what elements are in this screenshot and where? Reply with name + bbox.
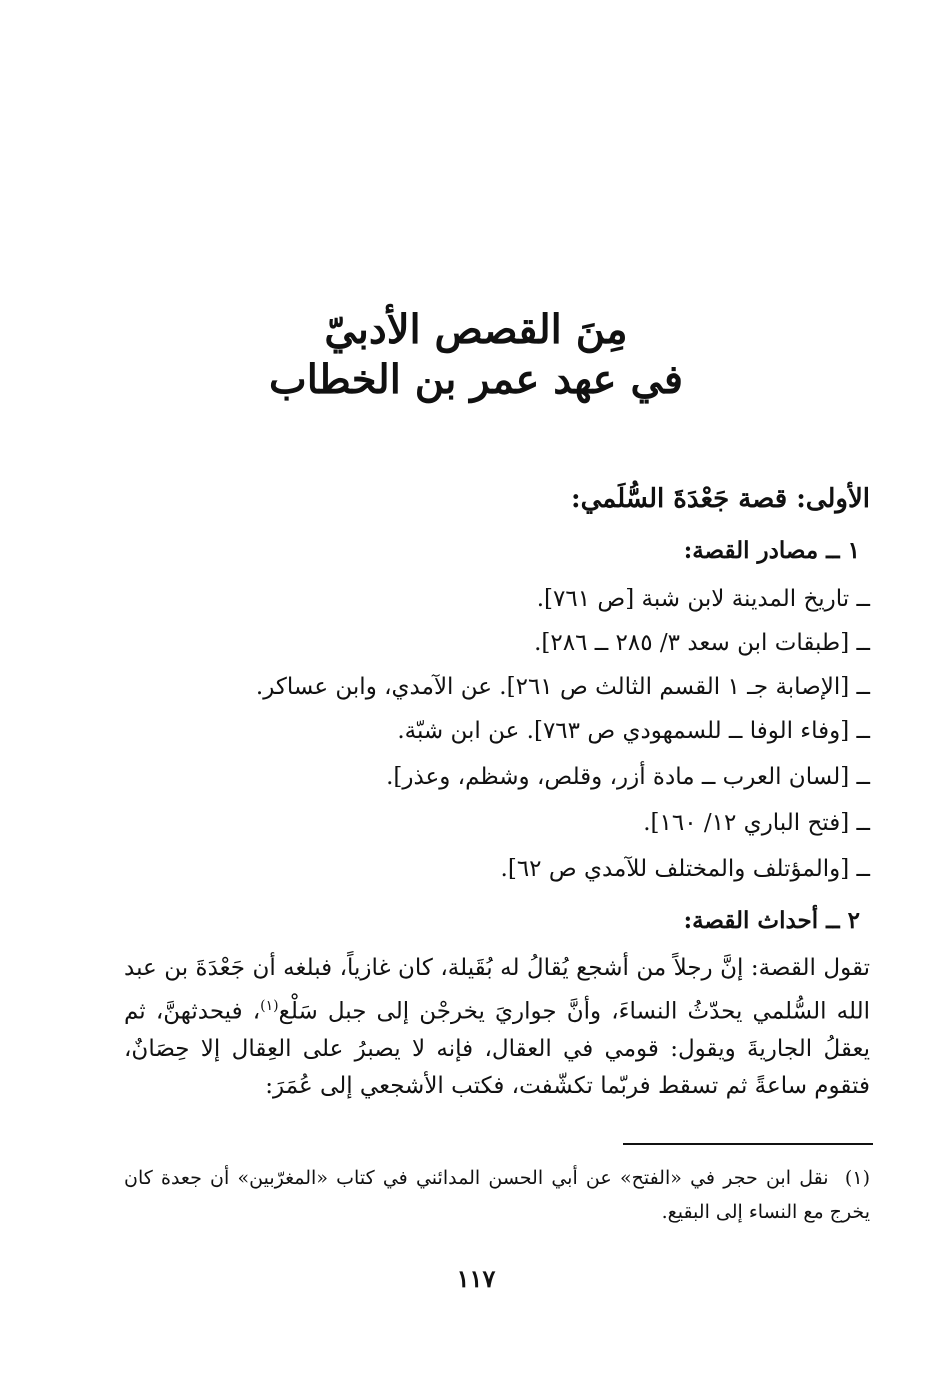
section-heading: الأولى: قصة جَعْدَةَ السُّلَمي: [571,484,870,514]
story-text: تقول القصة: إنَّ رجلاً من أشجع يُقالُ له بُقَيلة، كان غازياً، فبلغه أن جَعْدَةَ بن عبد الله السُّلمي يحدّثُ النساءَ، وأنَّ جواريَ يخرجْن إلى جبل سَلْع [124,955,870,1025]
source-item: ــ [وفاء الوفا ــ للسمهودي ص ٧٦٣]. عن ابن شبّة. [397,718,870,744]
source-item: ــ [فتح الباري ١٢/ ١٦٠]. [643,810,870,836]
sources-heading: ١ ــ مصادر القصة: [683,537,860,564]
source-item: ــ [الإصابة جـ ١ القسم الثالث ص ٢٦١]. عن الآمدي، وابن عساكر. [255,674,870,700]
footnote-reference: (١) [260,997,279,1014]
story-text-continued: ، فيحدثهنَّ، ثم يعقلُ الجاريةَ ويقول: قومي في العقال، فإنه لا يصبرُ على العِقال إلا حِصَانٌ، فتقوم ساعةً ثم تسقط فربّما تكشّفت، فكتب الأشجعي إلى عُمَرَ: [124,998,870,1100]
footnote [124,1161,870,1229]
page-number: ١١٧ [456,1264,496,1293]
source-item: ــ [طبقات ابن سعد ٣/ ٢٨٥ ــ ٢٨٦]. [534,630,870,656]
story-paragraph [124,950,870,1106]
footnote-text: نقل ابن حجر في «الفتح» عن أبي الحسن المدائني في كتاب «المغرّبين» أن جعدة كان يخرج مع النساء إلى البقيع. [124,1167,870,1223]
page-title-line-2: في عهد عمر بن الخطاب [269,356,683,403]
events-heading: ٢ ــ أحداث القصة: [683,907,860,934]
source-item: ــ تاريخ المدينة لابن شبة [ص ٧٦١]. [536,586,870,612]
page-title-line-1: مِنَ القصص الأدبيّ [324,306,628,353]
footnote-separator [623,1143,873,1145]
footnote-marker: (١) [844,1167,870,1189]
source-item: ــ [لسان العرب ــ مادة أزر، وقلص، وشظم، وعذر]. [386,764,870,790]
source-item: ــ [والمؤتلف والمختلف للآمدي ص ٦٢]. [500,856,870,882]
